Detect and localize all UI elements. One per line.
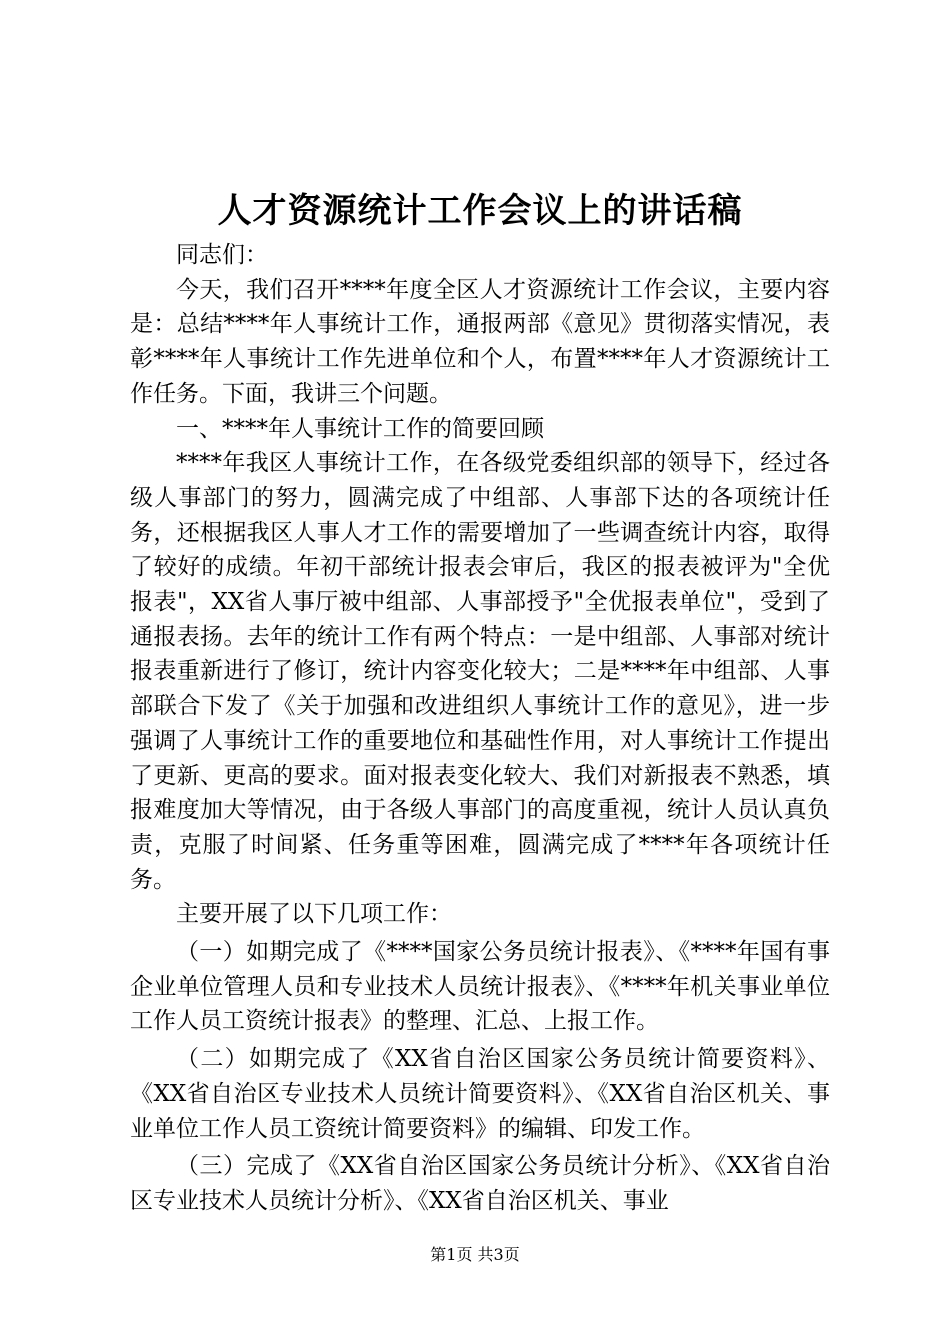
work-item-3: （三）完成了《XX省自治区国家公务员统计分析》、《XX省自治区专业技术人员统计分析》、《XX省自治区机关、事业 — [130, 1153, 830, 1214]
work-item-1: （一）如期完成了《****国家公务员统计报表》、《****年国有事企业单位管理人员和专业技术人员统计报表》、《****年机关事业单位工作人员工资统计报表》的整理、汇总、上报工作。 — [130, 939, 830, 1035]
page-number-footer: 第1页 共3页 — [430, 1245, 520, 1264]
intro-paragraph: 今天，我们召开****年度全区人才资源统计工作会议，主要内容是：总结****年人事统计工作，通报两部《意见》贯彻落实情况，表彰****年人事统计工作先进单位和个人，布置****年人才资源统计工作任务。下面，我讲三个问题。 — [130, 276, 830, 407]
document-body — [130, 238, 830, 1219]
work-item-2: （二）如期完成了《XX省自治区国家公务员统计简要资料》、《XX省自治区专业技术人员统计简要资料》、《XX省自治区机关、事业单位工作人员工资统计简要资料》的编辑、印发工作。 — [130, 1046, 830, 1142]
salutation-paragraph: 同志们： — [176, 242, 268, 268]
review-paragraph: ****年我区人事统计工作，在各级党委组织部的领导下，经过各级人事部门的努力，圆满完成了中组部、人事部下达的各项统计任务，还根据我区人事人才工作的需要增加了一些调查统计内容，取得了较好的成绩。年初干部统计报表会审后，我区的报表被评为"全优报表"，XX省人事厅被中组部、人事部授予"全优报表单位"，受到了通报表扬。去年的统计工作有两个特点：一是中组部、人事部对统计报表重新进行了修订，统计内容变化较大；二是****年中组部、人事部联合下发了《关于加强和改进组织人事统计工作的意见》，进一步强调了人事统计工作的重要地位和基础性作用，对人事统计工作提出了更新、更高的要求。面对报表变化较大、我们对新报表不熟悉，填报难度加大等情况，由于各级人事部门的高度重视，统计人员认真负责，克服了时间紧、任务重等困难，圆满完成了****年各项统计任务。 — [130, 450, 830, 893]
document-title: 人才资源统计工作会议上的讲话稿 — [217, 191, 743, 231]
work-list-intro: 主要开展了以下几项工作： — [176, 901, 452, 928]
section-heading: 一、****年人事统计工作的简要回顾 — [176, 415, 544, 442]
